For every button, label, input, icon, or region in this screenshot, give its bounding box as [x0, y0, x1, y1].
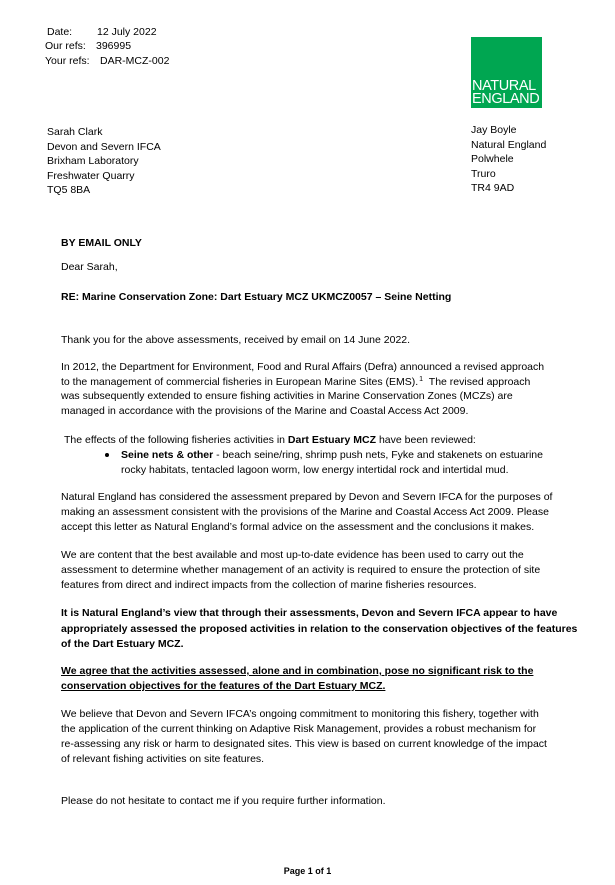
address-line: Jay Boyle — [471, 124, 517, 136]
paragraph-line — [61, 375, 544, 390]
paragraph-view — [61, 606, 577, 653]
line-text: The revised approach — [428, 375, 531, 388]
recipient-address — [47, 125, 161, 198]
paragraph-line: of relevant fishing activities on site features. — [61, 753, 265, 765]
bullet-item — [121, 448, 543, 478]
paragraph-line: features from direct and indirect impacts from the collection of marine fisheries resources. — [61, 579, 477, 591]
paragraph-defra — [61, 360, 544, 418]
paragraph-line: In 2012, the Department for Environment, Food and Rural Affairs (Defra) announced a revised approach — [61, 361, 545, 373]
bullet-icon — [105, 453, 109, 457]
paragraph-line: making an assessment consistent with the provisions of the Marine and Coastal Access Act 2009. Please — [61, 506, 549, 518]
paragraph-line: We agree that the activities assessed, alone and in combination, pose no significant risk to the — [61, 665, 534, 677]
logo-text-line1: NATURAL — [472, 78, 536, 94]
address-line: Natural England — [471, 138, 547, 151]
logo-text-line2: ENGLAND — [472, 91, 540, 107]
delivery-method: BY EMAIL ONLY — [61, 237, 142, 249]
address-line: Truro — [471, 167, 496, 180]
address-line: Freshwater Quarry — [47, 169, 135, 182]
paragraph-line: appropriately assessed the proposed activities in relation to the conservation objectives of the features — [61, 622, 578, 635]
address-line: TR4 9AD — [471, 182, 515, 194]
paragraph-line: was subsequently extended to ensure fishing activities in Marine Conservation Zones (MCZs) are — [61, 390, 513, 402]
paragraph-agree — [61, 664, 533, 694]
line-text: to the management of commercial fisheries in European Marine Sites (EMS). — [61, 375, 419, 388]
paragraph-considered — [61, 490, 552, 535]
sender-address — [471, 123, 546, 196]
paragraph-believe — [61, 707, 547, 767]
paragraph-reviewed — [64, 433, 476, 448]
line-text: - beach seine/ring, shrimp push nets, Fyke and stakenets on estuarine — [216, 449, 543, 461]
page-number: Page 1 of 1 — [283, 866, 332, 876]
footnote-reference: 1 — [419, 375, 424, 383]
address-line: Brixham Laboratory — [47, 155, 139, 167]
paragraph-line: managed in accordance with the provisions of the Marine and Coastal Access Act 2009. — [61, 404, 469, 417]
address-line: Sarah Clark — [47, 126, 103, 138]
paragraph-line: Natural England has considered the assessment prepared by Devon and Severn IFCA for the purposes of — [61, 491, 553, 503]
our-refs-value: 396995 — [96, 40, 132, 52]
bullet-line — [121, 448, 543, 463]
date-value: 12 July 2022 — [97, 26, 157, 38]
paragraph-line-wrap — [61, 679, 533, 694]
line-text: The effects of the following fisheries activities in — [64, 434, 285, 446]
our-refs-label: Our refs: — [45, 40, 86, 52]
paragraph-content — [61, 548, 540, 593]
address-line: Devon and Severn IFCA — [47, 140, 161, 153]
paragraph-line: We believe that Devon and Severn IFCA’s ongoing commitment to monitoring this fishery, together with — [61, 708, 539, 720]
your-refs-value: DAR-MCZ-002 — [100, 55, 170, 67]
paragraph-thanks: Thank you for the above assessments, received by email on 14 June 2022. — [61, 334, 411, 346]
address-line: Polwhele — [471, 153, 514, 165]
paragraph-line: the application of the current thinking on Adaptive Risk Management, provides a robust mechanism for — [61, 723, 537, 735]
bullet-line: rocky habitats, tentacled lagoon worm, low energy intertidal rock and intertidal mud. — [121, 464, 509, 476]
line-text: have been reviewed: — [378, 434, 476, 446]
date-label: Date: — [47, 26, 73, 38]
salutation: Dear Sarah, — [61, 261, 118, 273]
paragraph-line: conservation objectives for the features of the Dart Estuary MCZ. — [61, 680, 386, 692]
paragraph-line: We are content that the best available and most up-to-date evidence has been used to carry out the — [61, 549, 524, 561]
your-refs-label: Your refs: — [45, 55, 90, 67]
natural-england-logo — [471, 37, 542, 108]
address-line: TQ5 8BA — [47, 184, 91, 196]
paragraph-line: accept this letter as Natural England’s formal advice on the assessment and the conclusions it makes. — [61, 521, 535, 533]
paragraph-line: re-assessing any risk or harm to designated sites. This view is based on current knowledge of the impact — [61, 738, 547, 750]
paragraph-line-wrap — [61, 664, 533, 679]
paragraph-line: It is Natural England’s view that through their assessments, Devon and Severn IFCA appear to have — [61, 607, 558, 619]
bullet-term: Seine nets & other — [121, 449, 214, 461]
subject-line: RE: Marine Conservation Zone: Dart Estuary MCZ UKMCZ0057 – Seine Netting — [61, 291, 452, 303]
paragraph-line: of the Dart Estuary MCZ. — [61, 638, 184, 650]
paragraph-contact: Please do not hesitate to contact me if you require further information. — [61, 795, 386, 807]
site-name: Dart Estuary MCZ — [287, 434, 377, 446]
paragraph-line: assessment to determine whether management of an activity is required to ensure the protection of site — [61, 564, 541, 576]
